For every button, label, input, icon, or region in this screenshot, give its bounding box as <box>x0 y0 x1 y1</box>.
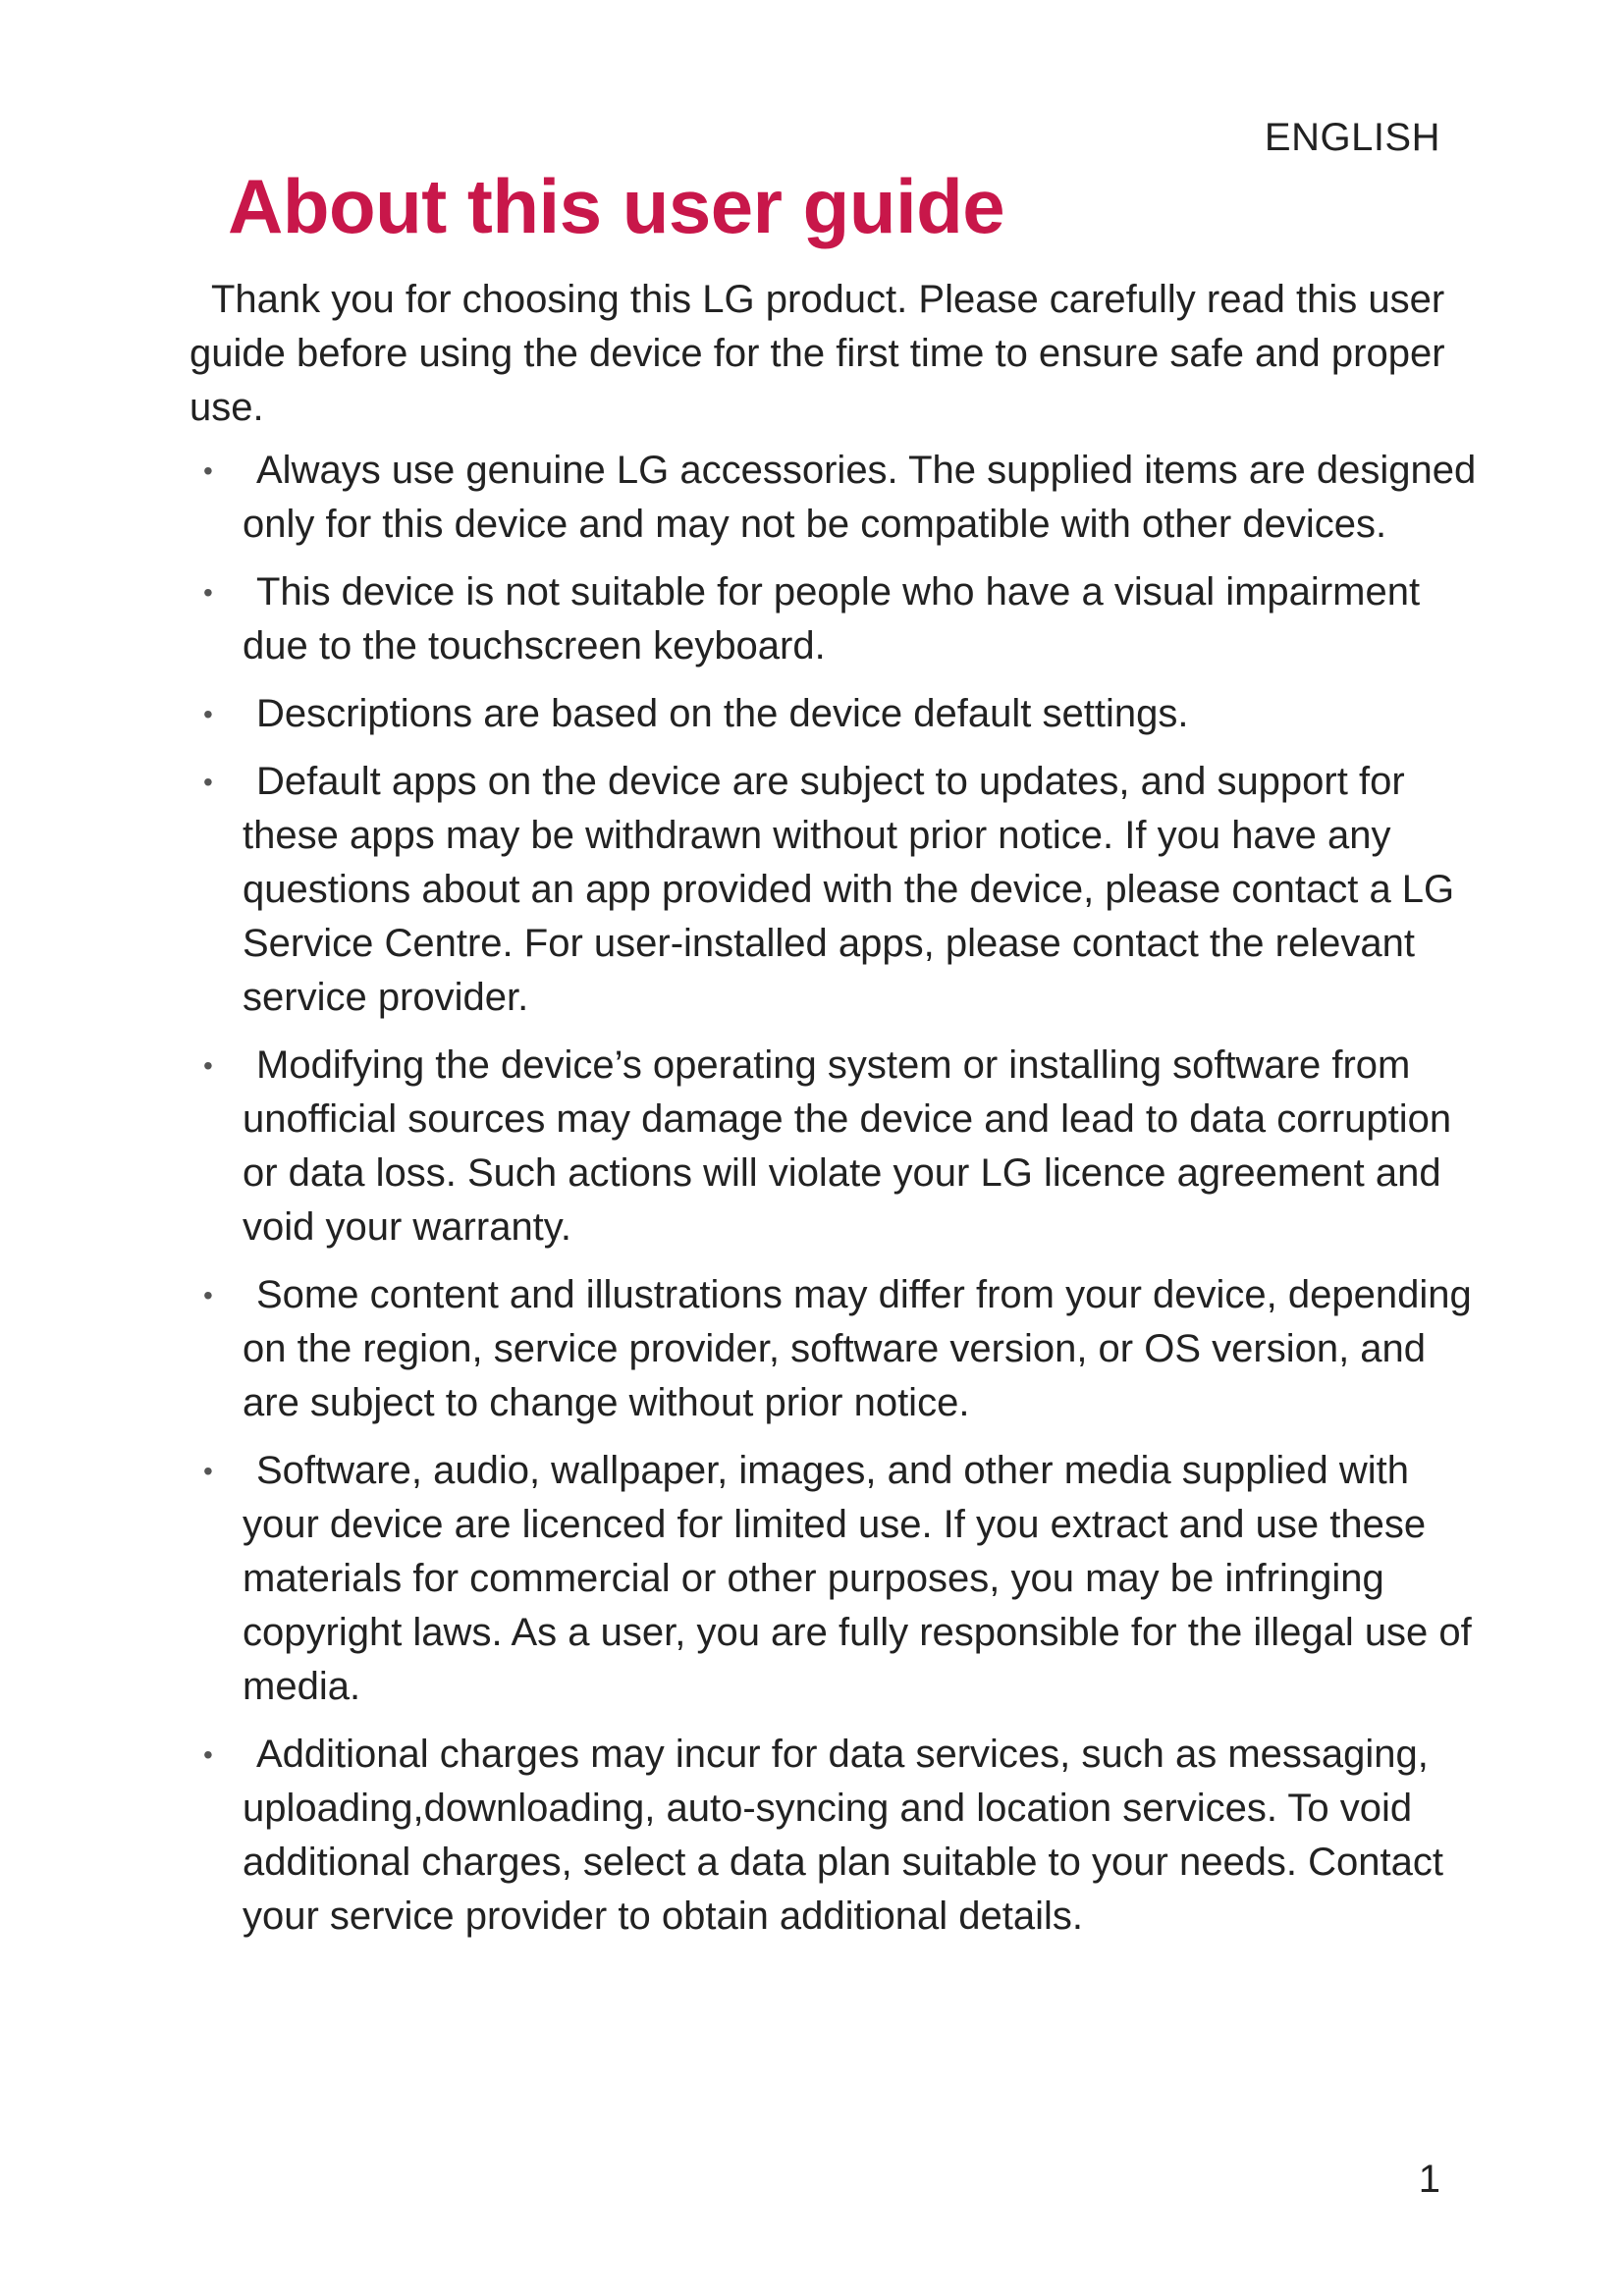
bullet-icon: • <box>203 577 213 608</box>
bullet-icon: • <box>203 455 213 486</box>
language-label: ENGLISH <box>1264 116 1440 159</box>
list-item-text: Additional charges may incur for data services, such as messaging, uploading,downloading, auto-syncing and location services. To void additional charges, select a data plan suitable to your needs. Contact your service provider to obtain additional details. <box>243 1733 1444 1938</box>
list-item-text: Default apps on the device are subject to updates, and support for these apps may be withdrawn without prior notice. If you have any questions about an app provided with the device, please contact a LG Service Centre. For user-installed apps, please contact the relevant service provider. <box>243 760 1455 1019</box>
page-title: About this user guide <box>228 163 1005 249</box>
list-item-text: Always use genuine LG accessories. The supplied items are designed only for this device and may not be compatible with other devices. <box>243 449 1477 546</box>
list-item <box>189 444 1486 552</box>
list-item <box>189 687 1486 741</box>
list-item-text: Descriptions are based on the device default settings. <box>256 692 1189 735</box>
bullet-icon: • <box>203 1050 213 1081</box>
list-item <box>189 565 1486 673</box>
bullet-list <box>189 444 1486 1957</box>
bullet-icon: • <box>203 699 213 729</box>
bullet-icon: • <box>203 767 213 797</box>
list-item-text: Software, audio, wallpaper, images, and other media supplied with your device are licenced for limited use. If you extract and use these materials for commercial or other purposes, you may be infringing copyright laws. As a user, you are fully responsible for the illegal use of media. <box>243 1449 1472 1708</box>
list-item-text: This device is not suitable for people who have a visual impairment due to the touchscreen keyboard. <box>243 570 1421 667</box>
page-number: 1 <box>1418 2158 1440 2201</box>
list-item <box>189 1039 1486 1255</box>
intro-paragraph: Thank you for choosing this LG product. Please carefully read this user guide before using the device for the first time to ensure safe and proper use. <box>189 278 1445 429</box>
list-item-text: Some content and illustrations may differ from your device, depending on the region, service provider, software version, or OS version, and are subject to change without prior notice. <box>243 1273 1472 1424</box>
list-item <box>189 1268 1486 1430</box>
list-item <box>189 1728 1486 1944</box>
list-item <box>189 755 1486 1025</box>
bullet-icon: • <box>203 1456 213 1486</box>
list-item <box>189 1444 1486 1714</box>
bullet-icon: • <box>203 1280 213 1310</box>
list-item-text: Modifying the device’s operating system or installing software from unofficial sources may damage the device and lead to data corruption or data loss. Such actions will violate your LG licence agreement and void your warranty. <box>243 1043 1452 1249</box>
bullet-icon: • <box>203 1739 213 1770</box>
